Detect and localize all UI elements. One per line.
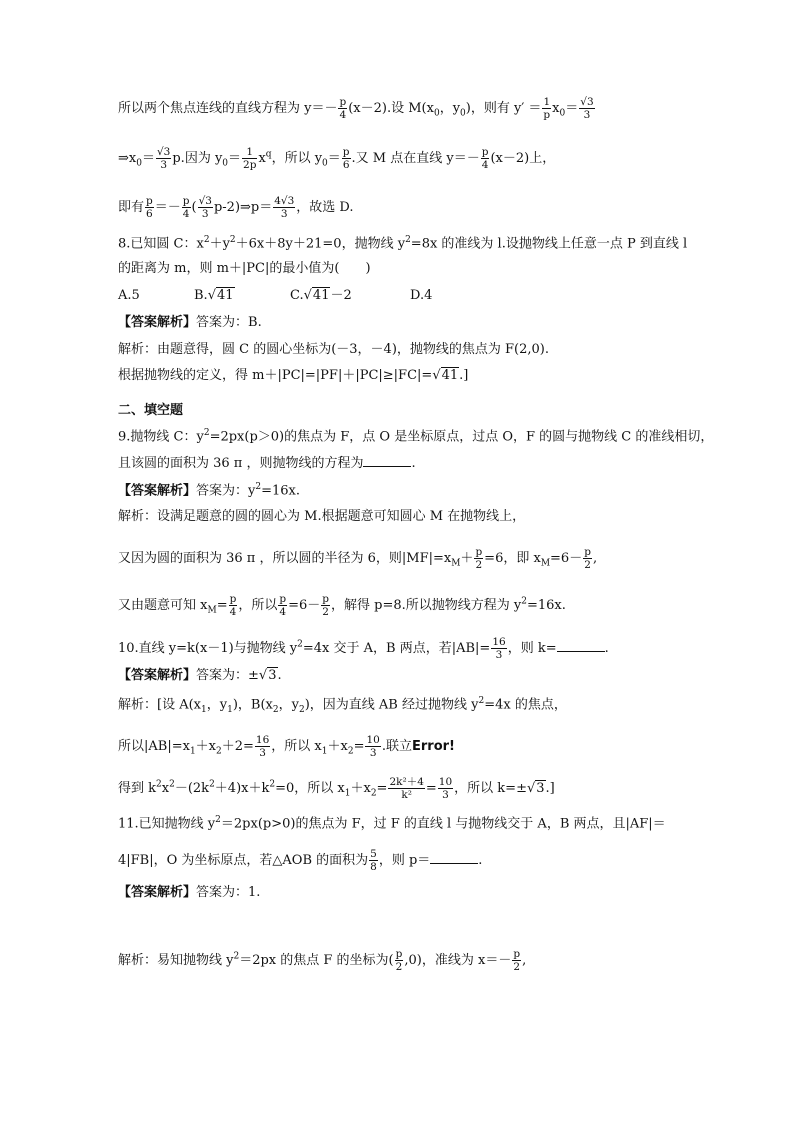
section-heading-fill-blank: 二、填空题	[118, 403, 184, 418]
option-b: B.√41	[194, 288, 234, 303]
question-8-line2: 的距离为 m，则 m＋|PC|的最小值为( )	[118, 261, 371, 276]
solution-8-line1: 解析：由题意得，圆 C 的圆心坐标为(－3，－4)，抛物线的焦点为 F(2,0).	[118, 342, 549, 357]
fraction-p-over-6: $\frac{p}{6}$	[342, 146, 350, 171]
option-d: D.4	[410, 288, 433, 303]
solution-10-line1: 解析：[设 $A(x_1$，$y_1$)，$B(x_2$，$y_2$)，因为直线 AB 经过抛物线 $y^2=4x$ 的焦点，	[118, 696, 567, 715]
answer-blank	[363, 456, 411, 467]
question-11-line1: 11.已知抛物线 $y^2=2px(p>0)$的焦点为 F，过 F 的直线 l 与抛物线交于 A，B 两点，且|AF|＝	[118, 815, 666, 832]
fraction-p-over-4: $\frac{p}{4}$	[481, 146, 489, 171]
question-8-options	[118, 289, 432, 302]
fraction-sqrt3-over-3: $\frac{√3}{3}$	[198, 195, 212, 220]
line-x0-derivation: $\Rightarrow x_0=$ $\frac{√3}{3}$ p.因为 $y_0=$ $\frac{1}{2p}$ $x^q$，所以 $y_0=$ $\frac{p}{6}$ .又 M 点在直线 y＝－ $\frac{p}{4}$ (x－2)上，	[118, 146, 556, 171]
solution-11-line1: 解析：易知抛物线 $y^2=2px$ 的焦点 F 的坐标为( $\frac{p}{2}$ ,0)，准线为 x＝－ $\frac{p}{2}$ ,	[118, 948, 527, 973]
answer-8: 【答案解析】答案为：B.	[118, 315, 262, 330]
question-9-line2: 且该圆的面积为 36 π ，则抛物线的方程为 .	[118, 456, 416, 471]
fraction-sqrt3-over-3: $\frac{√3}{3}$	[580, 96, 594, 121]
option-c: C.√41－2	[290, 288, 352, 303]
solution-10-line3: 得到 $k^2x^2-(2k^2+4)x+k^2=0$，所以 $x_1+x_2=$ $\frac{\text{2k²＋4}}{\text{k²}}$ = $\frac{10}{3}$ ，所以 k=±√3.]	[118, 776, 555, 801]
answer-blank	[557, 641, 605, 652]
fraction-p-over-4: $\frac{p}{4}$	[182, 195, 190, 220]
answer-blank	[430, 853, 478, 864]
fraction-p-over-4: $\frac{p}{4}$	[339, 96, 347, 121]
line-focus-equation: 所以两个焦点连线的直线方程为 y＝－ $\frac{p}{4}$ (x－2).设 $M(x_0$，$y_0$)，则有 y′ ＝ $\frac{1}{p}$ $x_0=$ $\frac{√3}{3}$	[118, 96, 594, 121]
fraction-1-over-p: $\frac{1}{p}$	[543, 96, 551, 121]
solution-9-line1: 解析：设满足题意的圆的圆心为 M.根据题意可知圆心 M 在抛物线上，	[118, 509, 526, 524]
text: 所以两个焦点连线的直线方程为 y＝－	[118, 101, 338, 116]
answer-label: 【答案解析】	[118, 315, 197, 330]
solution-8-line2: 根据抛物线的定义，得 m＋|PC|=|PF|＋|PC|≥|FC|=√41.]	[118, 368, 469, 383]
solution-9-line2: 又因为圆的面积为 36 π ，所以圆的半径为 6，则$|MF|=x_M+$ $\frac{p}{2}$ =6，即 $x_M=6-$ $\frac{p}{2}$ ,	[118, 546, 598, 571]
fraction-1-over-2p: $\frac{1}{2p}$	[243, 146, 257, 171]
line-solve-p: 即有 $\frac{p}{6}$ ＝－ $\frac{p}{4}$ ( $\frac{√3}{3}$ p-2)⇒p＝ $\frac{4√3}{3}$ ，故选 D.	[118, 195, 354, 220]
solution-9-line3: 又由题意可知 $x_M=$ $\frac{p}{4}$ ，所以 $\frac{p}{4}$ =6－ $\frac{p}{2}$ ，解得 p=8.所以抛物线方程为 $y^2=16x$.	[118, 593, 566, 618]
option-a: A.5	[118, 288, 140, 303]
fraction-4sqrt3-over-3: $\frac{4√3}{3}$	[274, 195, 295, 220]
question-11-line2: 4|FB|，O 为坐标原点，若△AOB 的面积为 $\frac{5}{8}$ ，则 p＝ .	[118, 848, 483, 873]
fraction-sqrt3-over-3: $\frac{√3}{3}$	[156, 146, 171, 171]
answer-10: 【答案解析】答案为：±√3.	[118, 668, 282, 683]
question-9-line1: 9.抛物线 C：$y^2=2px(p>0)$的焦点为 F，点 O 是坐标原点，过点 O，F 的圆与抛物线 C 的准线相切，	[118, 428, 714, 445]
fraction-p-over-6: $\frac{p}{6}$	[146, 195, 153, 220]
question-10: 10.直线 y=k(x－1)与抛物线 $y^2=4x$ 交于 A，B 两点，若|AB|= $\frac{16}{3}$ ，则 k= .	[118, 636, 609, 661]
answer-9: 【答案解析】答案为：$y^2=16x$.	[118, 482, 301, 499]
answer-11: 【答案解析】答案为：1.	[118, 885, 261, 900]
text: (x－2).设 M(x	[348, 101, 434, 116]
question-8-line1: 8.已知圆 C：$x^2+y^2+6x+8y+21=0$，抛物线 $y^2=8x$ 的准线为 l.设抛物线上任意一点 P 到直线 l	[118, 235, 688, 252]
solution-10-line2: 所以$|AB|=x_1+x_2+2=$ $\frac{16}{3}$ ，所以 $x_1+x_2=$ $\frac{10}{3}$ .联立Error!	[118, 734, 455, 759]
